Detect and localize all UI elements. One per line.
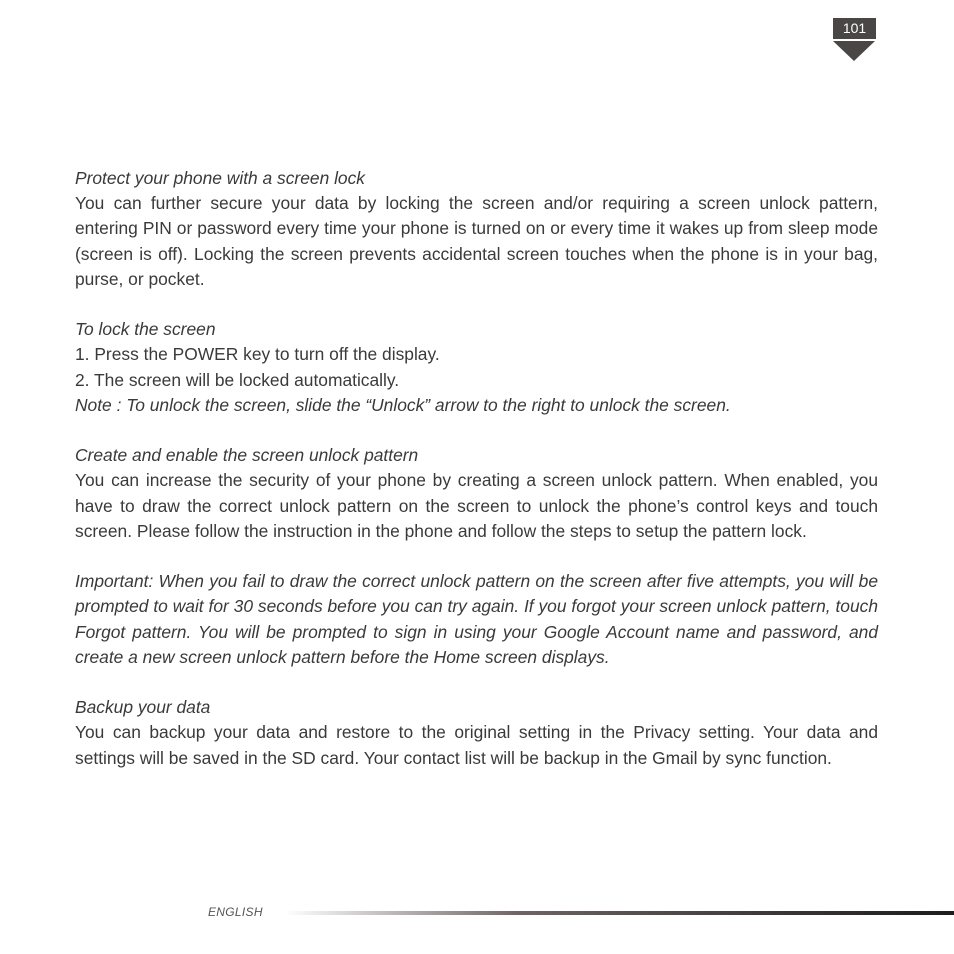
lock-screen-note: Note : To unlock the screen, slide the “Unlock” arrow to the right to unlock the screen.	[75, 394, 731, 415]
spacer	[75, 544, 878, 569]
page-tab-arrow-icon	[833, 41, 875, 61]
unlock-pattern-heading: Create and enable the screen unlock pattern	[75, 445, 419, 466]
screen-lock-body: You can further secure your data by locking the screen and/or requiring a screen unlock pattern, entering PIN or password every time your phone is turned on or every time it wakes up from sleep mode (screen is off). Locking the screen prevents accidental screen touches when the phone is in your bag, purse, or pocket.	[75, 193, 878, 289]
backup-body: You can backup your data and restore to the original setting in the Privacy setting. Your data and settings will be saved in the SD card. Your contact list will be backup in the Gmail by sync function.	[75, 722, 878, 768]
lock-screen-step-1: 1. Press the POWER key to turn off the display.	[75, 344, 440, 365]
page-content	[75, 166, 878, 771]
footer-rule	[285, 911, 954, 915]
lock-screen-step-2: 2. The screen will be locked automatically.	[75, 369, 400, 390]
page-number: 101	[833, 18, 876, 39]
footer-language: ENGLISH	[208, 905, 263, 919]
spacer	[75, 670, 878, 695]
unlock-pattern-important: Important: When you fail to draw the correct unlock pattern on the screen after five attempts, you will be prompted to wait for 30 seconds before you can try again. If you forgot your screen unlock pattern, touch Forgot pattern. You will be prompted to sign in using your Google Account name and password, and create a new screen unlock pattern before the Home screen displays.	[75, 571, 878, 667]
screen-lock-heading: Protect your phone with a screen lock	[75, 168, 365, 188]
backup-heading: Backup your data	[75, 697, 211, 718]
lock-screen-heading: To lock the screen	[75, 319, 216, 340]
page-number-tab	[833, 18, 876, 62]
unlock-pattern-body: You can increase the security of your phone by creating a screen unlock pattern. When enabled, you have to draw the correct unlock pattern on the screen to unlock the phone’s control keys and touch screen. Please follow the instruction in the phone and follow the steps to setup the pattern lock.	[75, 470, 878, 541]
spacer	[75, 418, 878, 443]
spacer	[75, 292, 878, 317]
